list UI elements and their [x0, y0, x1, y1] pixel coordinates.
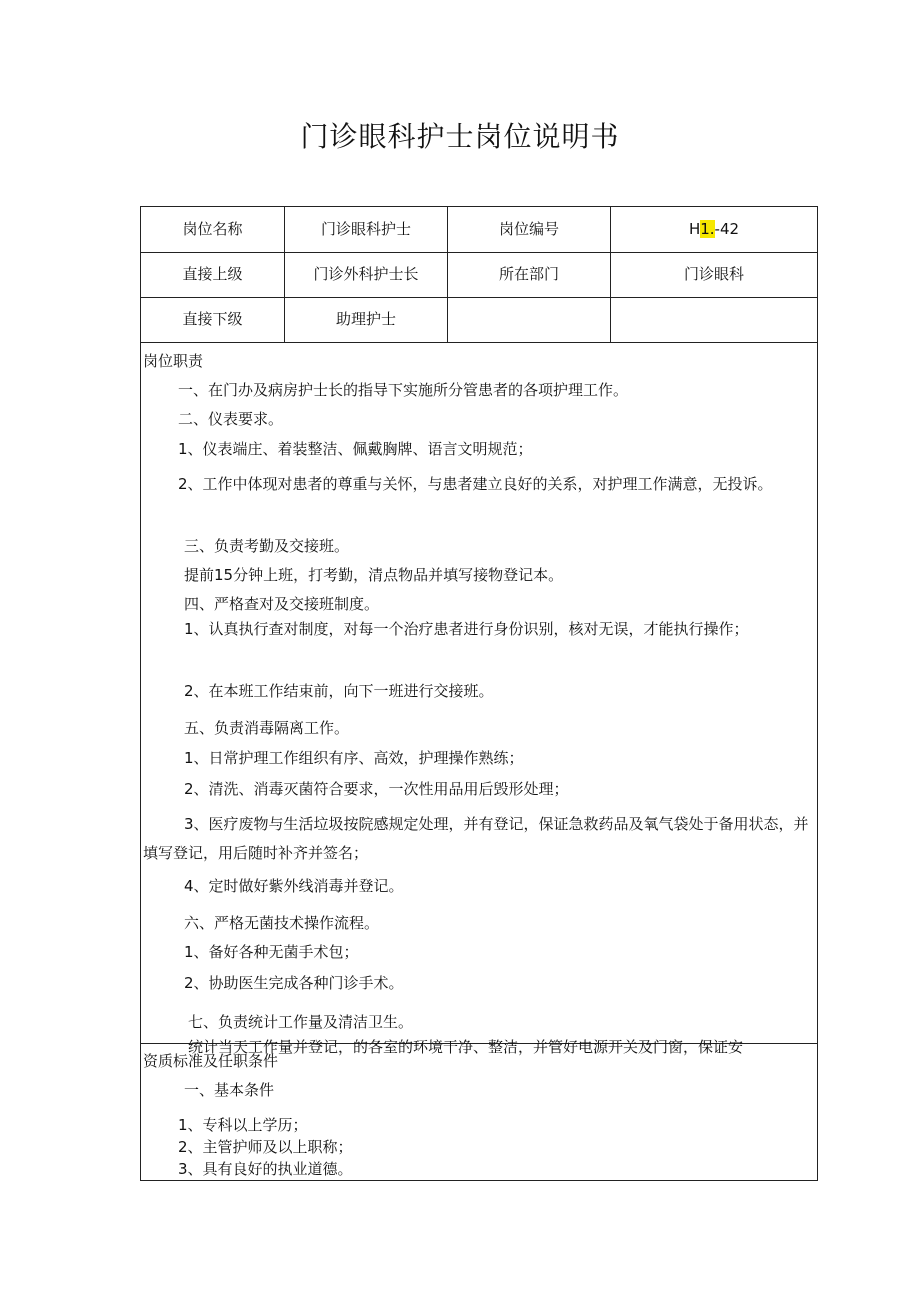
empty-cell — [611, 297, 817, 342]
duty-line: 七、负责统计工作量及清洁卫生。 — [188, 1013, 414, 1031]
value-department: 门诊眼科 — [683, 265, 744, 283]
duty-line-clipped: 统计当天工作量并登记，的各室的环境干净、整洁，并管好电源开关及门窗，保证安 — [188, 1038, 744, 1056]
label-direct-superior: 直接上级 — [141, 252, 285, 297]
duty-line: 1、认真执行查对制度，对每一个治疗患者进行身份识别，核对无误，才能执行操作； — [184, 620, 749, 638]
table-row — [141, 252, 817, 298]
qualification-line: 3、具有良好的执业道德。 — [178, 1160, 353, 1178]
duty-line: 二、仪表要求。 — [178, 410, 284, 428]
duty-line: 2、清洗、消毒灭菌符合要求，一次性用品用后毁形处理； — [184, 780, 569, 798]
duties-heading: 岗位职责 — [143, 352, 204, 370]
document-title: 门诊眼科护士岗位说明书 — [300, 120, 620, 153]
value-direct-subordinate: 助理护士 — [285, 297, 448, 342]
duty-line: 2、在本班工作结束前，向下一班进行交接班。 — [184, 682, 494, 700]
duty-line: 2、协助医生完成各种门诊手术。 — [184, 974, 404, 992]
code-highlight: 1. — [700, 220, 715, 238]
duty-line: 3、医疗废物与生活垃圾按院感规定处理，并有登记，保证急救药品及氧气袋处于备用状态，并填写登记，用后随时补齐并签名； — [143, 815, 809, 862]
qualification-line: 1、专科以上学历； — [178, 1116, 308, 1134]
duty-line: 五、负责消毒隔离工作。 — [184, 719, 350, 737]
qualifications-heading: 资质标准及任职条件 — [143, 1052, 279, 1070]
duty-line: 1、仪表端庄、着装整洁、佩戴胸牌、语言文明规范； — [178, 440, 533, 458]
qualifications-section — [141, 1044, 817, 1181]
duty-line: 一、在门办及病房护士长的指导下实施所分管患者的各项护理工作。 — [178, 381, 629, 399]
duty-line: 2、工作中体现对患者的尊重与关怀，与患者建立良好的关系，对护理工作满意，无投诉。 — [178, 475, 773, 493]
duty-line: 1、备好各种无菌手术包； — [184, 943, 359, 961]
empty-cell — [448, 297, 611, 342]
label-department: 所在部门 — [448, 252, 611, 297]
label-direct-subordinate: 直接下级 — [141, 297, 285, 342]
value-position-code — [611, 207, 817, 252]
duty-line: 六、严格无菌技术操作流程。 — [184, 914, 380, 932]
code-suffix: -42 — [714, 220, 740, 238]
job-description-table — [140, 206, 818, 1181]
qualification-line: 2、主管护师及以上职称； — [178, 1138, 353, 1156]
value-direct-superior: 门诊外科护士长 — [285, 252, 448, 297]
duties-section — [141, 343, 817, 1056]
value-position-name: 门诊眼科护士 — [285, 207, 448, 252]
duty-line: 1、日常护理工作组织有序、高效，护理操作熟练； — [184, 749, 524, 767]
label-position-name: 岗位名称 — [141, 207, 285, 252]
qualification-line: 一、基本条件 — [184, 1081, 275, 1099]
label-position-code: 岗位编号 — [448, 207, 611, 252]
table-row — [141, 297, 817, 343]
code-prefix: H — [688, 220, 701, 238]
duty-line: 4、定时做好紫外线消毒并登记。 — [184, 877, 404, 895]
table-row — [141, 207, 817, 253]
duty-line: 四、严格查对及交接班制度。 — [184, 595, 380, 613]
duty-line: 提前15分钟上班，打考勤，清点物品并填写接物登记本。 — [184, 566, 564, 584]
duty-line: 三、负责考勤及交接班。 — [184, 537, 350, 555]
